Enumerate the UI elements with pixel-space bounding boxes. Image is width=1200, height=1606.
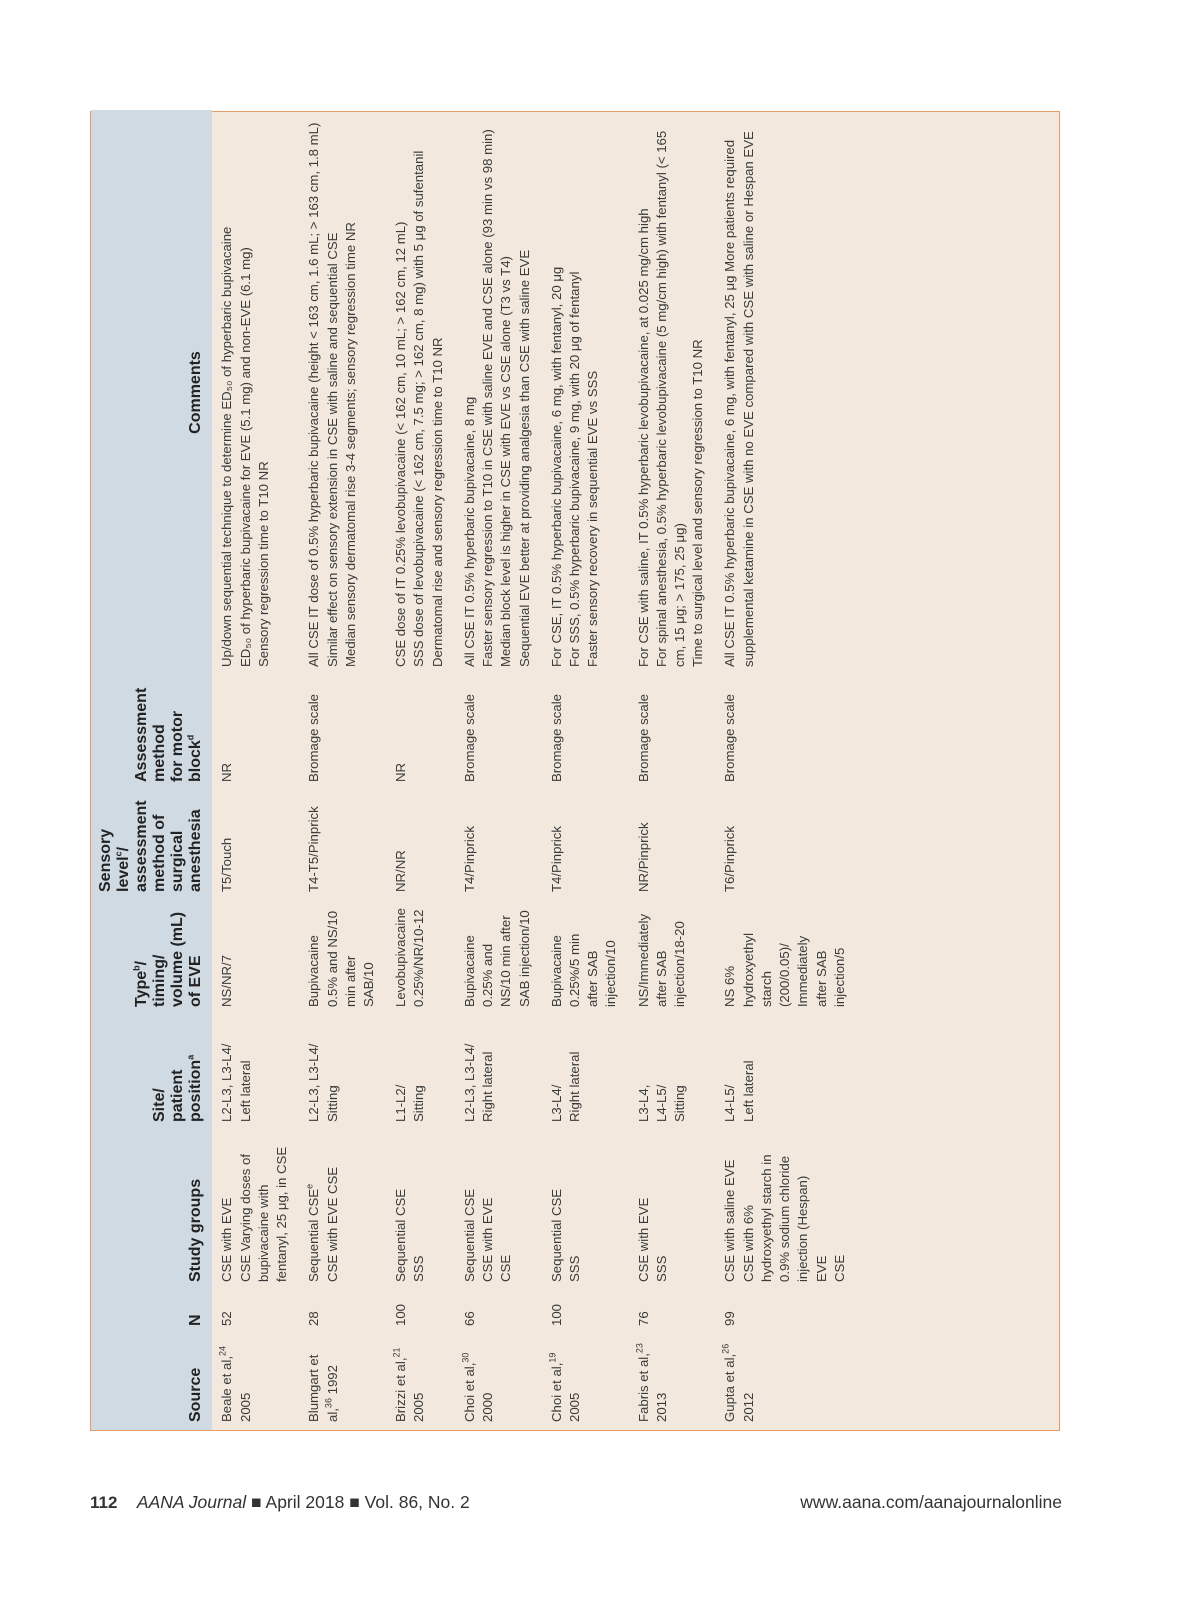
cell-groups: CSE with EVE SSS: [635, 1197, 669, 1282]
cell-type: Levobupivacaine 0.25%/NR/10-12: [393, 908, 427, 1007]
table-header-row: [91, 110, 212, 1430]
cell-motor: Bromage scale: [306, 694, 322, 782]
cell-sensory: T4-T5/Pinprick: [306, 806, 322, 892]
cell-motor: Bromage scale: [548, 694, 564, 782]
cell-site: L3-L4, L4-L5/ Sitting: [635, 1084, 688, 1122]
journal-name: AANA Journal: [136, 1492, 247, 1512]
cell-motor: Bromage scale: [635, 694, 651, 782]
cell-source: Choi et al,$^{19}$ 2005: [547, 1352, 582, 1422]
cell-site: L2-L3, L3-L4/ Right lateral: [461, 1043, 496, 1122]
cell-groups: Sequential CSE SSS: [548, 1188, 582, 1282]
cell-source: Choi et al,$^{30}$ 2000: [460, 1352, 496, 1422]
cell-comments: All CSE IT 0.5% hyperbaric bupivacaine, 8 mg Faster sensory regression to T10 in CSE with saline EVE and CSE alone (93 min vs 98 min) Median block level is higher in CSE with EVE vs CSE alone (T3 vs T4) Sequential EVE better at providing analgesia than CSE with saline EVE: [461, 129, 532, 667]
cell-motor: Bromage scale: [461, 694, 477, 782]
cell-sensory: NR/Pinprick: [635, 822, 651, 892]
cell-type: NS/Immediately after SAB injection/18-20: [635, 913, 688, 1007]
cell-type: Bupivacaine 0.25%/5 min after SAB injection/10: [548, 933, 619, 1007]
cell-type: NS 6% hydroxyethyl starch (200/0.05)/ Immediately after SAB injection/5: [722, 932, 847, 1007]
cell-comments: For CSE, IT 0.5% hyperbaric bupivacaine, 6 mg, with fentanyl, 20 μg For SSS, 0.5% hyperbaric bupivacaine, 9 mg, with 20 μg of fentanyl Faster sensory recovery in sequential EVE vs SSS: [548, 266, 601, 667]
cell-source: Blumgart et al,$^{36}$ 1992: [306, 1354, 340, 1422]
cell-site: L2-L3, L3-L4/ Sitting: [306, 1043, 340, 1122]
header-sensory: Sensory level$^c$/ assessment method of surgical anesthesia: [91, 790, 212, 900]
cell-sensory: T6/Pinprick: [722, 826, 738, 892]
cell-comments: For CSE with saline, IT 0.5% hyperbaric levobupivacaine, at 0.025 mg/cm high For spinal anesthesia, 0.5% hyperbaric levobupivacaine (5 mg/cm high) with fentanyl (< 165 cm, 15 μg; > 175, 25 μg) Time to surgical level and sensory regression to T10 NR: [635, 130, 706, 667]
cell-motor: NR: [219, 762, 235, 782]
table-row: [455, 110, 542, 1430]
page-footer-left: [90, 1492, 470, 1513]
cell-sensory: T5/Touch: [219, 837, 235, 892]
cell-n: 100: [548, 1303, 564, 1326]
page-number: 112: [90, 1493, 118, 1512]
header-n: N: [91, 1290, 212, 1330]
cell-n: 66: [461, 1311, 477, 1326]
table-row: [386, 110, 455, 1430]
header-motor: Assessment method for motor block$^d$: [91, 675, 212, 790]
studies-table: [91, 110, 857, 1430]
cell-groups: Sequential CSE$^e$ CSE with EVE CSE: [304, 1166, 340, 1282]
cell-motor: NR: [393, 762, 409, 782]
cell-type: Bupivacaine 0.5% and NS/10 min after SAB/10: [306, 910, 376, 1007]
cell-site: L3-L4/ Right lateral: [548, 1051, 582, 1122]
table-row: [542, 110, 629, 1430]
cell-n: 99: [722, 1311, 738, 1326]
header-type: Type$^b$/ timing/ volume (mL) of EVE: [91, 900, 212, 1015]
cell-n: 28: [306, 1311, 322, 1326]
separator: ■: [349, 1492, 360, 1512]
journal-url[interactable]: www.aana.com/aanajournalonline: [800, 1492, 1062, 1512]
cell-source: Gupta et al,$^{26}$ 2012: [721, 1343, 756, 1422]
issue-volume: Vol. 86, No. 2: [364, 1492, 470, 1512]
header-study-groups: Study groups: [91, 1130, 212, 1290]
table-row: [629, 110, 716, 1430]
cell-groups: CSE with EVE CSE Varying doses of bupivacaine with fentanyl, 25 μg, in CSE: [219, 1146, 290, 1282]
cell-n: 52: [219, 1311, 235, 1326]
cell-site: L2-L3, L3-L4/ Left lateral: [219, 1043, 253, 1122]
cell-comments: All CSE IT 0.5% hyperbaric bupivacaine, 6 mg, with fentanyl, 25 μg More patients required supplemental ketamine in CSE with no EVE compared with CSE with saline or Hespan EVE: [722, 131, 756, 667]
cell-source: Brizzi et al,$^{21}$ 2005: [391, 1347, 427, 1422]
cell-motor: Bromage scale: [722, 694, 738, 782]
table-row: [212, 110, 299, 1430]
cell-comments: Up/down sequential technique to determine ED₅₀ of hyperbaric bupivacaine ED₅₀ of hyperbaric bupivacaine for EVE (5.1 mg) and non-EVE (6.1 mg) Sensory regression time to T10 NR: [219, 226, 271, 667]
header-source: Source: [91, 1330, 212, 1430]
cell-type: Bupivacaine 0.25% and NS/10 min after SAB injection/10: [461, 910, 532, 1007]
header-comments: Comments: [91, 110, 212, 675]
cell-comments: All CSE IT dose of 0.5% hyperbaric bupivacaine (height < 163 cm, 1.6 mL; > 163 cm, 1.8 mL) Similar effect on sensory extension in CSE with saline and sequential CSE Median sensory dermatomal rise 3-4 segments; sensory regression time NR: [306, 122, 358, 667]
cell-n: 100: [393, 1303, 409, 1326]
cell-groups: Sequential CSE SSS: [393, 1188, 427, 1282]
cell-sensory: NR/NR: [393, 850, 409, 892]
cell-type: NS/NR/7: [219, 954, 235, 1007]
cell-groups: CSE with saline EVE CSE with 6% hydroxyethyl starch in 0.9% sodium chloride injection (Hespan) EVE CSE: [722, 1154, 847, 1282]
cell-site: L4-L5/ Left lateral: [722, 1060, 756, 1122]
table-row: [299, 110, 386, 1430]
data-table-panel: [90, 111, 1060, 1431]
header-site: Site/ patient position$^a$: [91, 1015, 212, 1130]
table-row: [715, 110, 857, 1430]
issue-date: April 2018: [265, 1492, 345, 1512]
cell-source: Fabris et al,$^{23}$ 2013: [634, 1343, 669, 1422]
separator: ■: [251, 1492, 262, 1512]
cell-comments: CSE dose of IT 0.25% levobupivacaine (< 162 cm, 10 mL; > 162 cm, 12 mL) SSS dose of levobupivacaine (< 162 cm, 7.5 mg; > 162 cm, 8 mg) with 5 μg of sufentanil Dermatomal rise and sensory regression time to T10 NR: [393, 150, 445, 667]
cell-n: 76: [635, 1311, 651, 1326]
cell-groups: Sequential CSE CSE with EVE CSE: [461, 1188, 514, 1282]
cell-sensory: T4/Pinprick: [461, 826, 477, 892]
cell-source: Beale et al,$^{24}$ 2005: [218, 1346, 253, 1422]
cell-site: L1-L2/ Sitting: [393, 1084, 427, 1122]
cell-sensory: T4/Pinprick: [548, 826, 564, 892]
